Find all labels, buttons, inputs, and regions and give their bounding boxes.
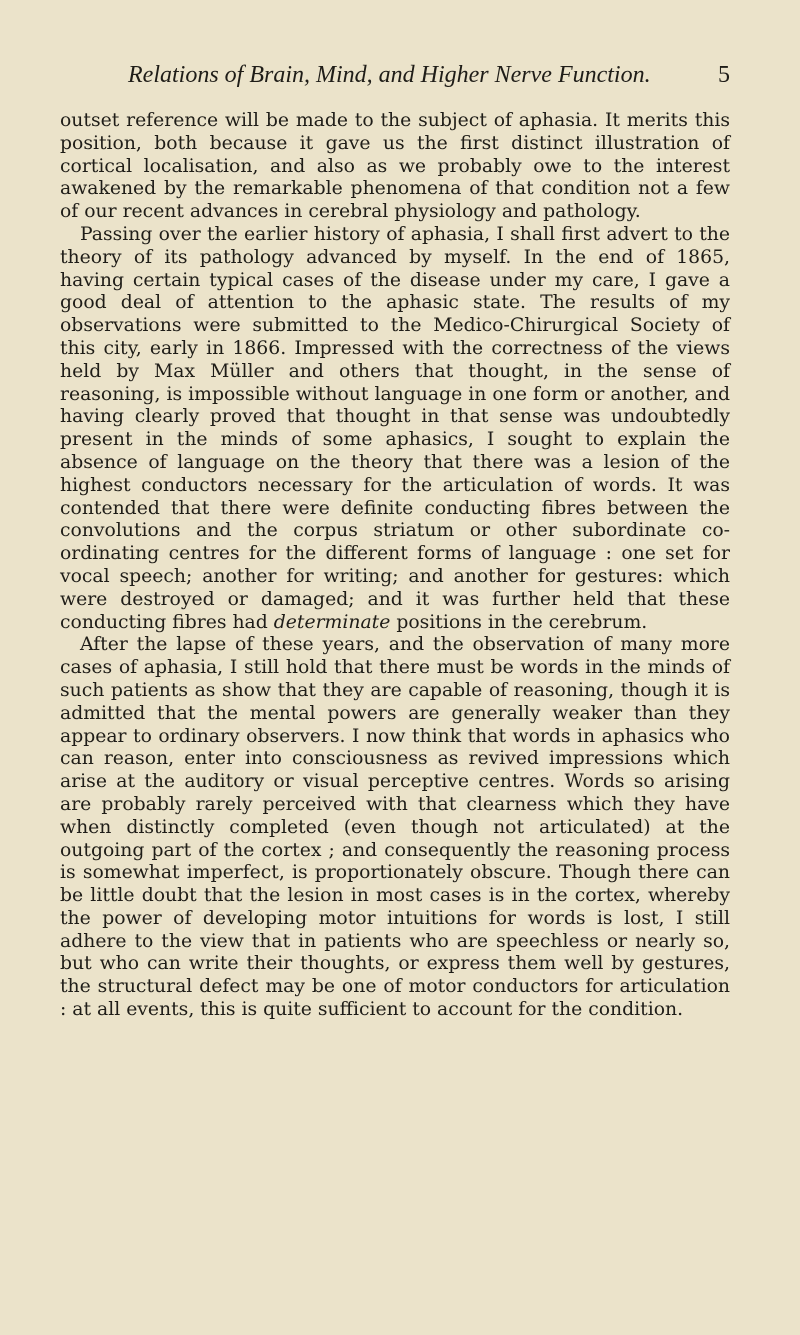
paragraph-1: outset reference will be made to the subject of aphasia. It merits this position, both because it gave us the first distinct illustration of cortical localisation, and also as we probably owe to the interest awakened by the remarkable phenomena of that condition not a few of our recent advances in cerebral physiology and pathology. — [60, 110, 730, 223]
page-number: 5 — [718, 62, 730, 88]
running-head — [128, 62, 730, 89]
paragraph-2 — [60, 224, 730, 634]
running-head-title: Relations of Brain, Mind, and Higher Nerve Function. — [128, 62, 651, 88]
body-text — [60, 110, 730, 1022]
paragraph-3: After the lapse of these years, and the observation of many more cases of aphasia, I still hold that there must be words in the minds of such patients as show that they are capable of reasoning, though it is admitted that the mental powers are generally weaker than they appear to ordinary observers. I now think that words in aphasics who can reason, enter into consciousness as revived impressions which arise at the auditory or visual perceptive centres. Words so arising are probably rarely perceived with that clearness which they have when distinctly completed (even though not articulated) at the outgoing part of the cortex ; and consequently the reasoning process is somewhat imperfect, is proportionately obscure. Though there can be little doubt that the lesion in most cases is in the cortex, whereby the power of developing motor intuitions for words is lost, I still adhere to the view that in patients who are speechless or nearly so, but who can write their thoughts, or express them well by gestures, the structural defect may be one of motor conductors for articulation : at all events, this is quite sufficient to account for the condition. — [60, 634, 730, 1021]
paragraph-2-text: Passing over the earlier history of aphasia, I shall first advert to the theory of its pathology advanced by myself. In the end of 1865, having certain typical cases of the disease under my care, I gave a good deal of attention to the aphasic state. The results of my observations were submitted to the Medico-Chirurgical Society of this city, early in 1866. Impressed with the correctness of the views held by Max Müller and others that thought, in the sense of reasoning, is impossible without language in one form or another, and having clearly proved that thought in that sense was undoubtedly present in the minds of some aphasics, I sought to explain the absence of language on the theory that there was a lesion of the highest conductors necessary for the articulation of words. It was contended that there were definite conducting fibres between the convolutions and the corpus striatum or other subordinate co-ordinating centres for the different forms of language : one set for vocal speech; another for writing; and another for gestures: which were destroyed or damaged; and it was further held that these conducting fibres had — [60, 223, 730, 633]
paragraph-2-end: positions in the cerebrum. — [396, 611, 648, 633]
emphasis-determinate: determinate — [273, 611, 391, 633]
